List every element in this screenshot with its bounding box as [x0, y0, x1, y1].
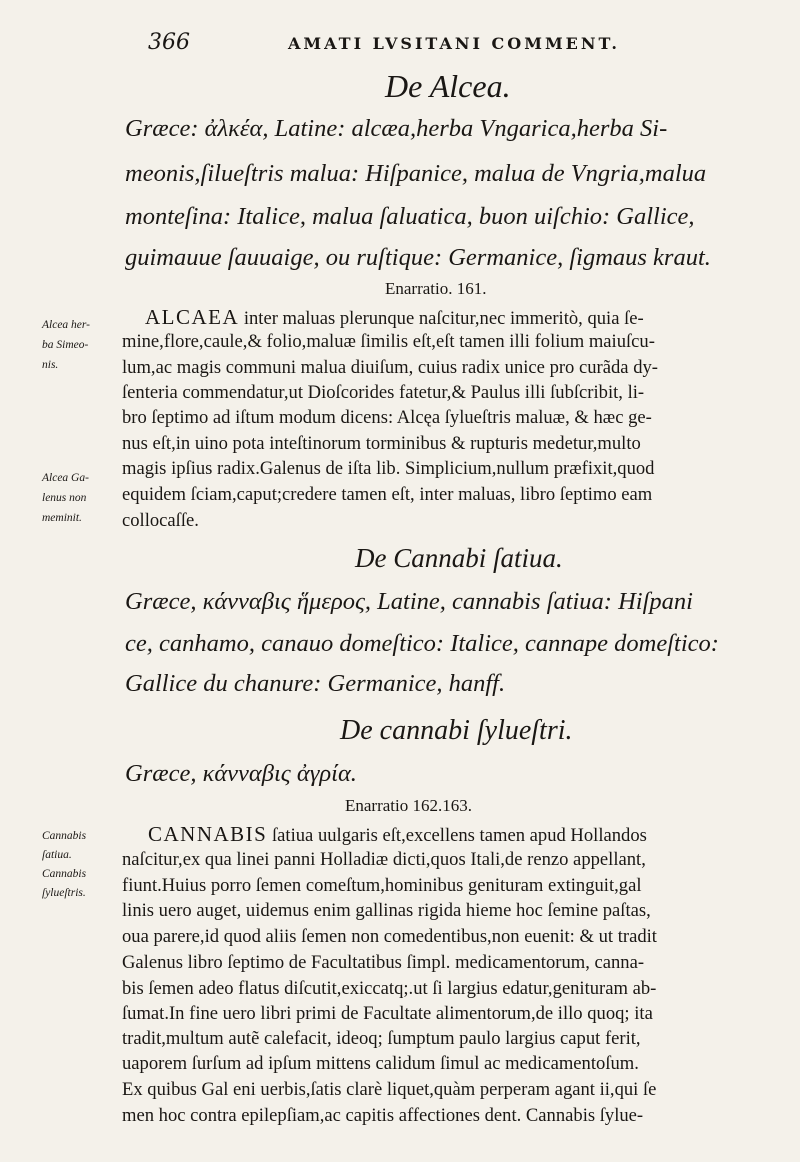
margin-note: Cannabis ſatiua. Cannabis ſylueſtris.: [42, 830, 87, 899]
synonym-line: Græce, κάνναβις ἥμερος, Latine, cannabis ſatiua: Hiſpani: [125, 588, 693, 615]
synonym-line: guimauue ſauuaige, ou ruſtique: Germanice, ſigmaus kraut.: [125, 244, 711, 271]
body-lead-word: ALCAEA: [145, 305, 240, 329]
body-line: ALCAEA inter maluas plerunque naſcitur,nec immeritò, quia ſe-: [145, 305, 644, 329]
synonym-line: meonis,ſilueſtris malua: Hiſpanice, malua de Vngria,malua: [125, 160, 707, 187]
body-line: equidem ſciam,caput;credere tamen eſt, inter maluas, libro ſeptimo eam: [122, 484, 653, 505]
synonym-line: Gallice du chanure: Germanice, hanff.: [125, 670, 506, 697]
body-line: bro ſeptimo ad iſtum modum dicens: Alcęa ſylueſtris maluæ, & hæc ge-: [122, 407, 652, 428]
body-line: Galenus libro ſeptimo de Facultatibus ſimpl. medicamentorum, canna-: [122, 952, 645, 973]
body-line: tradit,multum autẽ calefacit, ideoq; ſumptum paulo largius caput ferit,: [122, 1028, 641, 1049]
body-line: nus eſt,in uino pota inteſtinorum torminibus & rupturis medetur,multo: [122, 433, 641, 454]
body-line: uaporem ſurſum ad ipſum mittens calidum ſimul ac medicamentoſum.: [122, 1053, 639, 1074]
synonym-line: Græce: ἀλκέα, Latine: alcæa,herba Vngarica,herba Si-: [125, 115, 668, 142]
body-line: bis ſemen adeo flatus diſcutit,exiccatq;.ut ſi largius edatur,genituram ab-: [122, 978, 657, 999]
body-line: magis ipſius radix.Galenus de iſta lib. Simplicium,nullum præfixit,quod: [122, 458, 655, 479]
body-line: fiunt.Huius porro ſemen comeſtum,hominibus genituram extinguit,gal: [122, 875, 642, 896]
synonym-line: Græce, κάνναβις ἀγρία.: [125, 760, 357, 787]
body-line: lum,ac magis communi malua diuiſum, cuius radix unice pro curãda dy-: [122, 357, 658, 378]
synonym-line: ce, canhamo, canauo domeſtico: Italice, cannape domeſtico:: [125, 630, 719, 657]
enarratio-label: Enarratio. 161.: [385, 279, 487, 298]
body-line: Ex quibus Gal eni uerbis,ſatis clarè liquet,quàm perperam agant ii,qui ſe: [122, 1079, 657, 1100]
body-line: naſcitur,ex qua linei panni Holladiæ dicti,quos Itali,de renzo appellant,: [122, 849, 646, 870]
body-line: linis uero auget, uidemus enim gallinas rigida hieme hoc ſemine paſtas,: [122, 900, 651, 921]
body-line: oua parere,id quod aliis ſemen non comedentibus,non euenit: & ut tradit: [122, 926, 657, 947]
section-heading-cannabis-sylvestris: De cannabi ſylueſtri.: [340, 715, 573, 746]
body-line: ſenteria commendatur,ut Dioſcorides fatetur,& Paulus illi ſubſcribit, li-: [122, 382, 645, 403]
synonym-line: monteſina: Italice, malua ſaluatica, buon uiſchio: Gallice,: [125, 203, 695, 230]
body-line: CANNABIS ſatiua uulgaris eſt,excellens tamen apud Hollandos: [148, 822, 647, 846]
section-heading-alcea: De Alcea.: [385, 68, 511, 104]
enarratio-label: Enarratio 162.163.: [345, 796, 472, 815]
page-number: 366: [148, 30, 190, 55]
body-line: men hoc contra epilepſiam,ac capitis affectiones dent. Cannabis ſylue-: [122, 1105, 644, 1126]
section-heading-cannabis-satiua: De Cannabi ſatiua.: [355, 543, 563, 573]
running-head: [148, 30, 768, 60]
body-lead-word: CANNABIS: [148, 822, 268, 846]
body-line: collocaſſe.: [122, 510, 199, 531]
body-line: ſumat.In fine uero libri primi de Facultate alimentorum,de illo quoq; ita: [122, 1003, 653, 1024]
margin-note: Alcea Ga- lenus non meminit.: [42, 472, 89, 524]
margin-note: Alcea her- ba Simeo- nis.: [42, 319, 90, 371]
body-line: mine,flore,caule,& folio,maluæ ſimilis eſt,eſt tamen illi folium maiuſcu-: [122, 331, 655, 352]
running-title: AMATI LVSITANI COMMENT.: [288, 34, 620, 53]
